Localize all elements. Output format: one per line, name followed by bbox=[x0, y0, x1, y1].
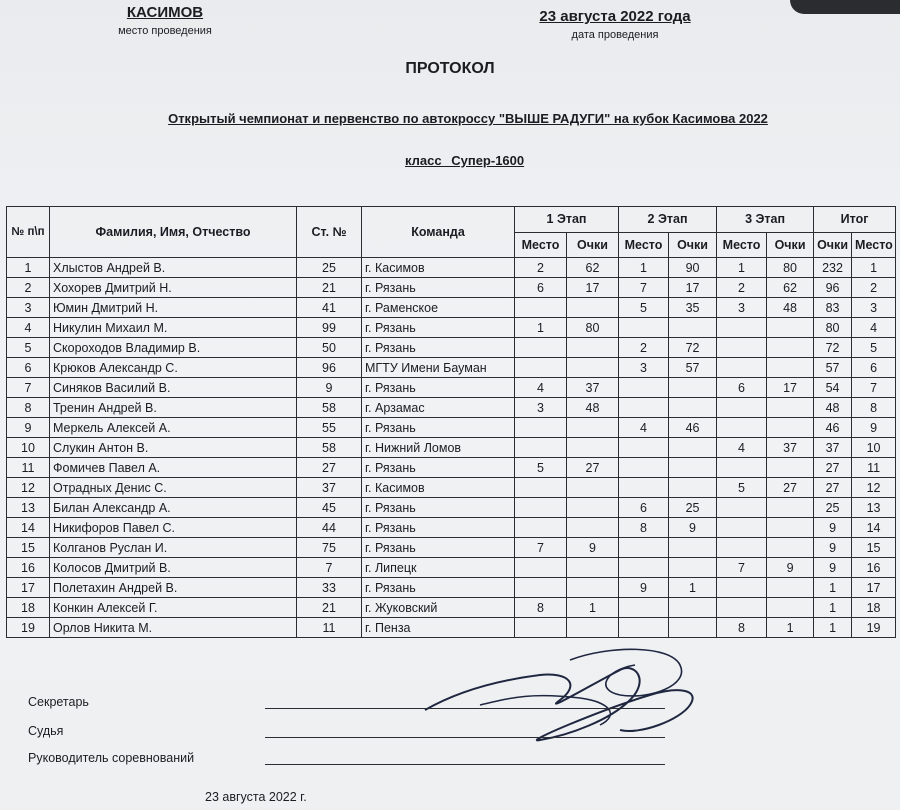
team: г. Рязань bbox=[362, 378, 515, 398]
director-signature-line bbox=[265, 764, 665, 765]
stage-1-place: 5 bbox=[515, 458, 567, 478]
total-points: 37 bbox=[814, 438, 852, 458]
document-subtitle: Открытый чемпионат и первенство по автокроссу "ВЫШЕ РАДУГИ" на кубок Касимова 2022 bbox=[168, 111, 768, 126]
team: г. Рязань bbox=[362, 338, 515, 358]
table-row bbox=[7, 358, 896, 378]
team: г. Пенза bbox=[362, 618, 515, 638]
stage-2-place: 6 bbox=[619, 498, 669, 518]
driver-name: Орлов Никита М. bbox=[50, 618, 297, 638]
team: г. Рязань bbox=[362, 418, 515, 438]
stage-2-place bbox=[619, 378, 669, 398]
document-title: ПРОТОКОЛ bbox=[405, 60, 495, 77]
driver-name: Крюков Александр С. bbox=[50, 358, 297, 378]
stage-1-points bbox=[567, 498, 619, 518]
stage-1-place: 6 bbox=[515, 278, 567, 298]
team: г. Касимов bbox=[362, 478, 515, 498]
stage-3-place: 6 bbox=[717, 378, 767, 398]
stage-1-points bbox=[567, 518, 619, 538]
row-num: 12 bbox=[7, 478, 50, 498]
total-points: 80 bbox=[814, 318, 852, 338]
row-num: 14 bbox=[7, 518, 50, 538]
stage-2-points bbox=[669, 318, 717, 338]
driver-name: Тренин Андрей В. bbox=[50, 398, 297, 418]
stage-1-points: 37 bbox=[567, 378, 619, 398]
table-row bbox=[7, 558, 896, 578]
row-num: 13 bbox=[7, 498, 50, 518]
stage-2-points: 35 bbox=[669, 298, 717, 318]
total-place: 7 bbox=[852, 378, 896, 398]
row-num: 8 bbox=[7, 398, 50, 418]
stage-2-place: 9 bbox=[619, 578, 669, 598]
header-stage-3-points: Очки bbox=[767, 232, 814, 258]
stage-2-points: 1 bbox=[669, 578, 717, 598]
total-place: 9 bbox=[852, 418, 896, 438]
start-number: 41 bbox=[297, 298, 362, 318]
stage-3-place: 7 bbox=[717, 558, 767, 578]
driver-name: Билан Александр А. bbox=[50, 498, 297, 518]
stage-1-place bbox=[515, 498, 567, 518]
driver-name: Меркель Алексей А. bbox=[50, 418, 297, 438]
stage-3-points bbox=[767, 398, 814, 418]
stage-3-place bbox=[717, 598, 767, 618]
results-table bbox=[6, 206, 896, 638]
start-number: 75 bbox=[297, 538, 362, 558]
total-place: 3 bbox=[852, 298, 896, 318]
header-total: Итог bbox=[814, 207, 896, 233]
stage-3-points bbox=[767, 518, 814, 538]
stage-3-place: 4 bbox=[717, 438, 767, 458]
team: г. Жуковский bbox=[362, 598, 515, 618]
stage-3-points bbox=[767, 458, 814, 478]
stage-1-points: 17 bbox=[567, 278, 619, 298]
venue: КАСИМОВ bbox=[126, 4, 204, 21]
stage-1-place bbox=[515, 358, 567, 378]
stage-1-place: 4 bbox=[515, 378, 567, 398]
start-number: 58 bbox=[297, 438, 362, 458]
team: г. Касимов bbox=[362, 258, 515, 278]
stage-1-place bbox=[515, 338, 567, 358]
stage-2-place: 3 bbox=[619, 358, 669, 378]
stage-3-place bbox=[717, 358, 767, 378]
stage-2-points: 72 bbox=[669, 338, 717, 358]
stage-3-points bbox=[767, 498, 814, 518]
total-points: 46 bbox=[814, 418, 852, 438]
driver-name: Хохорев Дмитрий Н. bbox=[50, 278, 297, 298]
stage-2-points: 90 bbox=[669, 258, 717, 278]
header-total-points: Очки bbox=[814, 232, 852, 258]
total-points: 96 bbox=[814, 278, 852, 298]
stage-3-place: 5 bbox=[717, 478, 767, 498]
stage-3-place bbox=[717, 498, 767, 518]
total-points: 48 bbox=[814, 398, 852, 418]
stage-2-place bbox=[619, 618, 669, 638]
stage-3-points bbox=[767, 318, 814, 338]
row-num: 1 bbox=[7, 258, 50, 278]
table-row bbox=[7, 298, 896, 318]
venue-block bbox=[100, 4, 230, 37]
stage-1-place: 7 bbox=[515, 538, 567, 558]
stage-1-points: 48 bbox=[567, 398, 619, 418]
row-num: 9 bbox=[7, 418, 50, 438]
stage-1-place: 8 bbox=[515, 598, 567, 618]
table-row bbox=[7, 338, 896, 358]
start-number: 21 bbox=[297, 598, 362, 618]
stage-3-points: 9 bbox=[767, 558, 814, 578]
total-place: 13 bbox=[852, 498, 896, 518]
header-total-place: Место bbox=[852, 232, 896, 258]
row-num: 6 bbox=[7, 358, 50, 378]
header-name: Фамилия, Имя, Отчество bbox=[50, 207, 297, 258]
stage-3-place bbox=[717, 538, 767, 558]
total-points: 9 bbox=[814, 518, 852, 538]
total-place: 8 bbox=[852, 398, 896, 418]
table-row bbox=[7, 618, 896, 638]
stage-1-place bbox=[515, 478, 567, 498]
total-place: 15 bbox=[852, 538, 896, 558]
driver-name: Отрадных Денис С. bbox=[50, 478, 297, 498]
team: г. Рязань bbox=[362, 538, 515, 558]
stage-3-points: 62 bbox=[767, 278, 814, 298]
total-place: 1 bbox=[852, 258, 896, 278]
stage-2-points bbox=[669, 478, 717, 498]
driver-name: Полетахин Андрей В. bbox=[50, 578, 297, 598]
table-row bbox=[7, 418, 896, 438]
stage-2-place: 2 bbox=[619, 338, 669, 358]
total-points: 25 bbox=[814, 498, 852, 518]
team: г. Раменское bbox=[362, 298, 515, 318]
footer-date: 23 августа 2022 г. bbox=[205, 790, 307, 804]
team: г. Рязань bbox=[362, 458, 515, 478]
total-points: 27 bbox=[814, 458, 852, 478]
header-stage-3-place: Место bbox=[717, 232, 767, 258]
total-place: 14 bbox=[852, 518, 896, 538]
header-stage-2: 2 Этап bbox=[619, 207, 717, 233]
total-points: 232 bbox=[814, 258, 852, 278]
event-date: 23 августа 2022 года bbox=[539, 8, 691, 25]
start-number: 44 bbox=[297, 518, 362, 538]
total-points: 1 bbox=[814, 578, 852, 598]
stage-1-points bbox=[567, 558, 619, 578]
total-place: 19 bbox=[852, 618, 896, 638]
stage-2-points: 25 bbox=[669, 498, 717, 518]
stage-2-place: 7 bbox=[619, 278, 669, 298]
stage-3-points bbox=[767, 418, 814, 438]
total-place: 16 bbox=[852, 558, 896, 578]
stage-1-points: 27 bbox=[567, 458, 619, 478]
start-number: 33 bbox=[297, 578, 362, 598]
table-row bbox=[7, 518, 896, 538]
total-place: 2 bbox=[852, 278, 896, 298]
driver-name: Колганов Руслан И. bbox=[50, 538, 297, 558]
total-points: 54 bbox=[814, 378, 852, 398]
stage-2-place: 8 bbox=[619, 518, 669, 538]
row-num: 4 bbox=[7, 318, 50, 338]
total-place: 11 bbox=[852, 458, 896, 478]
stage-3-points: 17 bbox=[767, 378, 814, 398]
stage-1-place bbox=[515, 578, 567, 598]
start-number: 27 bbox=[297, 458, 362, 478]
row-num: 19 bbox=[7, 618, 50, 638]
total-points: 57 bbox=[814, 358, 852, 378]
stage-1-place bbox=[515, 298, 567, 318]
start-number: 9 bbox=[297, 378, 362, 398]
stage-2-place bbox=[619, 438, 669, 458]
table-row bbox=[7, 378, 896, 398]
team: г. Липецк bbox=[362, 558, 515, 578]
results-body bbox=[7, 258, 896, 638]
start-number: 58 bbox=[297, 398, 362, 418]
header-stage-2-points: Очки bbox=[669, 232, 717, 258]
start-number: 50 bbox=[297, 338, 362, 358]
row-num: 17 bbox=[7, 578, 50, 598]
driver-name: Слукин Антон В. bbox=[50, 438, 297, 458]
stage-3-points bbox=[767, 538, 814, 558]
stage-3-place: 2 bbox=[717, 278, 767, 298]
stage-3-place: 1 bbox=[717, 258, 767, 278]
table-row bbox=[7, 538, 896, 558]
stage-1-points bbox=[567, 438, 619, 458]
stage-2-points bbox=[669, 598, 717, 618]
driver-name: Фомичев Павел А. bbox=[50, 458, 297, 478]
stage-3-place bbox=[717, 338, 767, 358]
stage-2-points: 57 bbox=[669, 358, 717, 378]
stage-1-place bbox=[515, 518, 567, 538]
stage-3-points bbox=[767, 358, 814, 378]
stage-1-place bbox=[515, 558, 567, 578]
stage-3-points: 27 bbox=[767, 478, 814, 498]
team: г. Рязань bbox=[362, 278, 515, 298]
stage-2-place bbox=[619, 558, 669, 578]
header-team: Команда bbox=[362, 207, 515, 258]
stage-1-points bbox=[567, 418, 619, 438]
driver-name: Синяков Василий В. bbox=[50, 378, 297, 398]
team: г. Нижний Ломов bbox=[362, 438, 515, 458]
judge-signature-line bbox=[265, 737, 665, 738]
total-place: 5 bbox=[852, 338, 896, 358]
table-row bbox=[7, 578, 896, 598]
secretary-label: Секретарь bbox=[28, 695, 89, 709]
start-number: 7 bbox=[297, 558, 362, 578]
start-number: 11 bbox=[297, 618, 362, 638]
driver-name: Юмин Дмитрий Н. bbox=[50, 298, 297, 318]
table-row bbox=[7, 278, 896, 298]
stage-2-points bbox=[669, 458, 717, 478]
date-block bbox=[520, 8, 710, 41]
judge-label: Судья bbox=[28, 724, 64, 738]
team: г. Рязань bbox=[362, 518, 515, 538]
stage-1-place: 2 bbox=[515, 258, 567, 278]
date-caption: дата проведения bbox=[571, 29, 659, 41]
stage-1-points: 80 bbox=[567, 318, 619, 338]
director-label: Руководитель соревнований bbox=[28, 751, 195, 765]
driver-name: Скороходов Владимир В. bbox=[50, 338, 297, 358]
table-row bbox=[7, 318, 896, 338]
stage-2-points bbox=[669, 378, 717, 398]
start-number: 99 bbox=[297, 318, 362, 338]
stage-3-place bbox=[717, 398, 767, 418]
stage-2-place: 5 bbox=[619, 298, 669, 318]
row-num: 15 bbox=[7, 538, 50, 558]
total-points: 9 bbox=[814, 538, 852, 558]
header-stage-3: 3 Этап bbox=[717, 207, 814, 233]
stage-2-place bbox=[619, 398, 669, 418]
total-place: 10 bbox=[852, 438, 896, 458]
stage-3-points: 80 bbox=[767, 258, 814, 278]
stage-3-points bbox=[767, 338, 814, 358]
stage-2-points: 46 bbox=[669, 418, 717, 438]
stage-2-points bbox=[669, 618, 717, 638]
stage-3-place bbox=[717, 578, 767, 598]
row-num: 10 bbox=[7, 438, 50, 458]
total-points: 83 bbox=[814, 298, 852, 318]
driver-name: Никифоров Павел С. bbox=[50, 518, 297, 538]
row-num: 5 bbox=[7, 338, 50, 358]
stage-3-points: 37 bbox=[767, 438, 814, 458]
stage-2-place: 1 bbox=[619, 258, 669, 278]
table-row bbox=[7, 398, 896, 418]
total-place: 17 bbox=[852, 578, 896, 598]
stage-1-points: 62 bbox=[567, 258, 619, 278]
stage-2-place: 4 bbox=[619, 418, 669, 438]
total-place: 4 bbox=[852, 318, 896, 338]
stage-2-place bbox=[619, 458, 669, 478]
start-number: 25 bbox=[297, 258, 362, 278]
header-stage-1-place: Место bbox=[515, 232, 567, 258]
stage-1-points bbox=[567, 618, 619, 638]
row-num: 18 bbox=[7, 598, 50, 618]
stage-3-place bbox=[717, 518, 767, 538]
stage-2-place bbox=[619, 538, 669, 558]
row-num: 2 bbox=[7, 278, 50, 298]
stage-2-place bbox=[619, 598, 669, 618]
row-num: 3 bbox=[7, 298, 50, 318]
stage-1-place bbox=[515, 618, 567, 638]
stage-3-points bbox=[767, 578, 814, 598]
row-num: 16 bbox=[7, 558, 50, 578]
stage-1-points bbox=[567, 358, 619, 378]
stage-2-place bbox=[619, 478, 669, 498]
total-points: 1 bbox=[814, 618, 852, 638]
header-start-no: Ст. № bbox=[297, 207, 362, 258]
total-points: 72 bbox=[814, 338, 852, 358]
stage-2-points bbox=[669, 398, 717, 418]
stage-1-place bbox=[515, 438, 567, 458]
table-row bbox=[7, 458, 896, 478]
team: МГТУ Имени Бауман bbox=[362, 358, 515, 378]
stage-3-place bbox=[717, 318, 767, 338]
stage-1-points bbox=[567, 338, 619, 358]
stage-1-points bbox=[567, 298, 619, 318]
start-number: 55 bbox=[297, 418, 362, 438]
stage-1-points bbox=[567, 578, 619, 598]
table-row bbox=[7, 478, 896, 498]
stage-1-place bbox=[515, 418, 567, 438]
stage-1-place: 3 bbox=[515, 398, 567, 418]
total-points: 27 bbox=[814, 478, 852, 498]
team: г. Рязань bbox=[362, 318, 515, 338]
total-points: 1 bbox=[814, 598, 852, 618]
class-line: класс Супер-1600 bbox=[405, 153, 525, 168]
stage-3-points: 1 bbox=[767, 618, 814, 638]
stage-2-place bbox=[619, 318, 669, 338]
stage-3-points bbox=[767, 598, 814, 618]
header-stage-1-points: Очки bbox=[567, 232, 619, 258]
stage-2-points: 9 bbox=[669, 518, 717, 538]
table-row bbox=[7, 598, 896, 618]
secretary-signature-line bbox=[265, 708, 665, 709]
total-points: 9 bbox=[814, 558, 852, 578]
team: г. Рязань bbox=[362, 578, 515, 598]
stage-1-place: 1 bbox=[515, 318, 567, 338]
driver-name: Конкин Алексей Г. bbox=[50, 598, 297, 618]
total-place: 6 bbox=[852, 358, 896, 378]
stage-3-points: 48 bbox=[767, 298, 814, 318]
row-num: 11 bbox=[7, 458, 50, 478]
table-row bbox=[7, 258, 896, 278]
stage-2-points bbox=[669, 438, 717, 458]
stage-3-place bbox=[717, 458, 767, 478]
stage-1-points: 9 bbox=[567, 538, 619, 558]
handwritten-signature bbox=[420, 640, 720, 760]
stage-3-place bbox=[717, 418, 767, 438]
start-number: 21 bbox=[297, 278, 362, 298]
stage-2-points bbox=[669, 538, 717, 558]
header-num: № п\п bbox=[7, 207, 50, 258]
driver-name: Колосов Дмитрий В. bbox=[50, 558, 297, 578]
stage-2-points bbox=[669, 558, 717, 578]
table-row bbox=[7, 438, 896, 458]
photo-edge-shadow bbox=[790, 0, 900, 14]
driver-name: Хлыстов Андрей В. bbox=[50, 258, 297, 278]
header-stage-1: 1 Этап bbox=[515, 207, 619, 233]
venue-caption: место проведения bbox=[118, 25, 212, 37]
stage-3-place: 3 bbox=[717, 298, 767, 318]
start-number: 96 bbox=[297, 358, 362, 378]
team: г. Рязань bbox=[362, 498, 515, 518]
total-place: 12 bbox=[852, 478, 896, 498]
stage-3-place: 8 bbox=[717, 618, 767, 638]
stage-1-points bbox=[567, 478, 619, 498]
stage-2-points: 17 bbox=[669, 278, 717, 298]
header-stage-2-place: Место bbox=[619, 232, 669, 258]
total-place: 18 bbox=[852, 598, 896, 618]
team: г. Арзамас bbox=[362, 398, 515, 418]
start-number: 45 bbox=[297, 498, 362, 518]
start-number: 37 bbox=[297, 478, 362, 498]
row-num: 7 bbox=[7, 378, 50, 398]
driver-name: Никулин Михаил М. bbox=[50, 318, 297, 338]
stage-1-points: 1 bbox=[567, 598, 619, 618]
table-row bbox=[7, 498, 896, 518]
